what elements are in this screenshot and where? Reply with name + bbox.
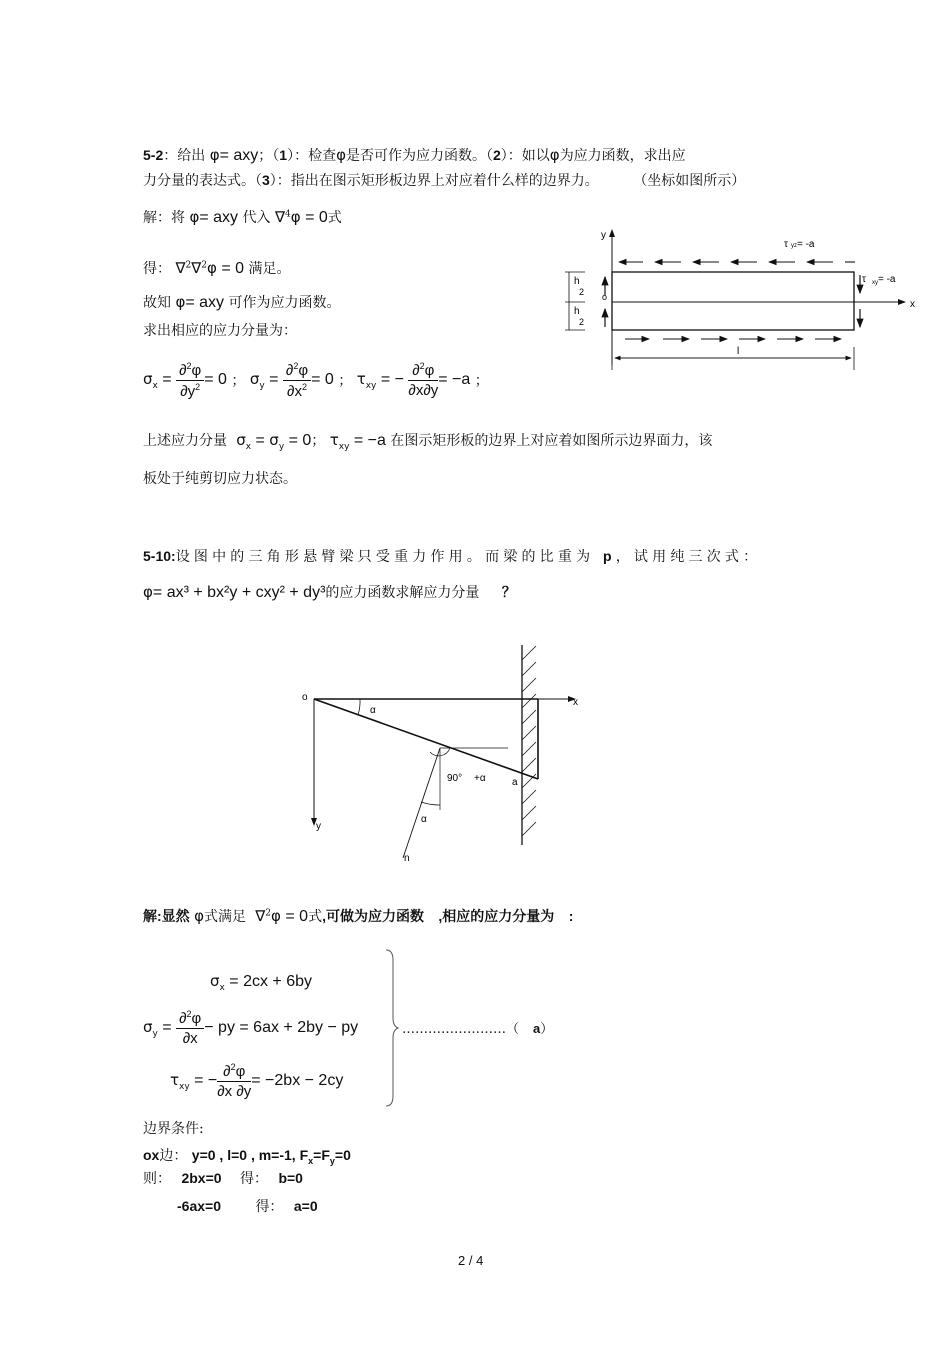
text: ）：指出在图示矩形板边界上对应着什么样的边界力。 — [269, 173, 599, 189]
eq: = 0 — [305, 209, 328, 226]
solution-5-10-intro: 解:显然 φ式满足 ∇$^2$φ = 0式,可做为应力函数 ,相应的应力分量为 : — [143, 907, 574, 925]
bc-ox — [143, 1145, 351, 1166]
equation-tag — [402, 1018, 553, 1037]
nabla-symbol: ∇ — [274, 208, 285, 226]
biharmonic-line: 得： ∇$^2$∇$^2$φ = 0 满足。 — [143, 259, 291, 277]
eq: -6ax=0 — [177, 1198, 221, 1214]
text: 设图中的三角形悬臂梁只受重力作用。而梁的比重为 — [175, 549, 595, 565]
p-symbol: p — [602, 548, 616, 564]
origin-label: o — [602, 292, 608, 302]
origin-label: o — [302, 692, 308, 703]
text: :显然 — [157, 908, 190, 924]
eq: = 0 — [221, 260, 245, 277]
solution-line — [143, 207, 342, 227]
eq: = 0 — [288, 432, 312, 449]
tau-xy-result: = −a — [438, 371, 471, 388]
sub: y — [329, 1155, 335, 1166]
wall-hatching — [522, 646, 536, 836]
tau-xy: $\tau_{xy}$ — [356, 369, 377, 391]
nabla-symbol: ∇ — [191, 259, 202, 277]
problem-5-10-line2 — [143, 582, 516, 602]
x-label: x — [573, 697, 578, 708]
text: y=0 , l=0 , m=-1, F — [191, 1147, 309, 1163]
text: ） — [540, 1022, 554, 1037]
alpha-label-2: α — [421, 814, 427, 825]
bc-title: 边界条件: — [143, 1121, 204, 1137]
text: （坐标如图所示） — [633, 173, 746, 189]
text: 满足。 — [248, 261, 291, 277]
sigma-y-result: = 0 — [311, 371, 334, 388]
problem-5-2-line2 — [143, 170, 745, 190]
text: 得： — [255, 1199, 284, 1215]
text: 解 — [143, 908, 157, 924]
y-label: y — [316, 821, 321, 832]
problem-label: 5-2 — [143, 147, 164, 163]
alpha-label: α — [370, 705, 376, 716]
sup: 4 — [285, 209, 291, 220]
stress-formulas: $\sigma_x$ = $\frac{\partial^2\varphi}{\partial y^2}$ = 0 ； $\sigma_y$ = $\frac{\partial^2\varphi}{\partial x^2}$ = 0 ； $\tau_{xy}$ = − $\frac{\partial^2\varphi}{\partial x\partial y}$ = −a ； — [143, 360, 489, 400]
text: ,可做为应力函数 — [322, 908, 424, 924]
alpha-arc — [358, 699, 360, 715]
dots: ……………………（ — [402, 1022, 520, 1037]
text: ox — [143, 1147, 160, 1163]
sigma-x-result: = 0 — [204, 371, 227, 388]
eq: = −2bx − 2cy — [251, 1072, 344, 1089]
eq: b=0 — [278, 1170, 303, 1186]
beam-bottom — [314, 699, 538, 779]
phi-symbol: φ — [290, 208, 301, 226]
two-label: 2 — [579, 317, 585, 327]
text: 得： — [143, 261, 171, 277]
problem-label: 5-10: — [143, 548, 176, 564]
eq: = 2cx + 6by — [229, 973, 313, 990]
sigma-y-eq: $\sigma_y$ = $\frac{\partial^2\varphi}{\partial x}$ − py = 6ax + 2by − py — [143, 1009, 359, 1047]
phi-symbol: φ — [175, 293, 186, 311]
fraction-d2phi-dx2: $\frac{\partial^2\varphi}{\partial x^2}$ — [283, 361, 311, 400]
bc-eq1 — [143, 1168, 303, 1188]
bc-eq2 — [177, 1196, 318, 1216]
brace — [384, 948, 400, 1108]
y-label: y — [601, 230, 606, 241]
description-line2: 板处于纯剪切应力状态。 — [143, 471, 297, 487]
text: 式 — [308, 909, 323, 925]
text: ：给出 — [163, 148, 206, 164]
text: 可作为应力函数。 — [228, 295, 341, 311]
tau-yz-label: τyz= -a — [784, 239, 815, 250]
text: 则： — [143, 1171, 171, 1187]
text: 是否可作为应力函数。（ — [345, 148, 493, 164]
plus-alpha-label: +α — [474, 773, 486, 784]
alpha-arc-2 — [421, 802, 440, 805]
text: 式满足 — [204, 909, 247, 925]
text: ）：如以 — [500, 148, 550, 164]
sigma-y: $\sigma_y$ — [249, 369, 265, 391]
num: 2 — [492, 147, 501, 163]
text: 得： — [240, 1171, 268, 1187]
find-line: 求出相应的应力分量为： — [143, 323, 297, 339]
nabla-symbol: ∇ — [175, 259, 186, 277]
text: 解：将 — [143, 210, 185, 226]
text: 在图示矩形板的边界上对应着如图所示边界面力，该 — [390, 433, 713, 449]
fraction: $\frac{\partial^2\varphi}{\partial x \partial y}$ — [217, 1062, 252, 1100]
phi-symbol: φ — [189, 208, 200, 226]
eq: = −a — [353, 432, 386, 449]
length-dimension — [612, 347, 854, 370]
h-label: h — [574, 306, 580, 317]
rect-plate-figure — [555, 225, 925, 375]
text: 的应力函数求解应力分量 — [325, 585, 480, 601]
normal-line — [403, 748, 440, 858]
num: 3 — [262, 172, 270, 188]
phi-symbol: φ — [549, 146, 560, 164]
phi-symbol: φ — [194, 907, 205, 925]
text: 力分量的表达式。（ — [143, 173, 262, 189]
conclusion-line — [143, 292, 341, 312]
eq: a=0 — [293, 1198, 318, 1214]
eq: = axy — [185, 294, 225, 311]
text: 式 — [327, 210, 342, 226]
tau-xy-eq: $\tau_{xy}$ = − $\frac{\partial^2\varphi}{\partial x \partial y}$ = −2bx − 2cy — [170, 1062, 344, 1100]
text: ）：检查 — [287, 148, 337, 164]
text: 代入 — [242, 210, 271, 226]
eq: − py = 6ax + 2by − py — [204, 1019, 359, 1036]
fraction-d2phi-dy2: $\frac{\partial^2\varphi}{\partial y^2}$ — [176, 361, 204, 400]
fraction-d2phi-dxdy: $\frac{\partial^2\varphi}{\partial x\partial y}$ — [408, 361, 439, 399]
text: ，试用纯三次式： — [615, 549, 762, 565]
text: 为应力函数，求出应 — [559, 148, 686, 164]
sigma-x: $\sigma_x$ — [143, 369, 158, 391]
eq: = 0 — [285, 908, 309, 925]
tau-xy-label: τ $_{xy}$= -a — [862, 274, 896, 286]
stress-function: = axy — [219, 147, 259, 164]
text: 上述应力分量 — [143, 433, 227, 449]
phi-symbol: φ — [143, 583, 153, 601]
phi-symbol: φ — [209, 146, 220, 164]
text: : — [568, 908, 574, 924]
eq: = axy — [199, 209, 239, 226]
description-line1: 上述应力分量 $\sigma_x = \sigma_y = 0$； $\tau_{xy} = -a$ 在图示矩形板的边界上对应着如图所示边界面力，该 — [143, 431, 713, 452]
polynomial: = ax³ + bx²y + cxy² + dy³ — [152, 584, 326, 601]
text: 边： — [159, 1148, 188, 1164]
text: =F — [313, 1147, 330, 1163]
eq: 2bx=0 — [181, 1170, 222, 1186]
sub: x — [308, 1155, 314, 1166]
fraction: $\frac{\partial^2\varphi}{\partial x}$ — [176, 1009, 204, 1047]
n-label: n — [404, 853, 410, 864]
sigma-x-eq: $\sigma_x = 2cx + 6by$ — [210, 972, 313, 993]
problem-5-2-line1 — [143, 145, 686, 165]
text: =0 — [334, 1147, 351, 1163]
two-label: 2 — [579, 287, 585, 297]
h-label: h — [574, 276, 580, 287]
text: 故知 — [143, 295, 171, 311]
num: 1 — [279, 147, 288, 163]
cantilever-figure — [290, 640, 600, 865]
text: ,相应的应力分量为 — [438, 908, 555, 924]
question-mark: ？ — [501, 584, 516, 600]
angle-label: 90° — [447, 773, 463, 784]
phi-symbol: φ — [207, 259, 217, 277]
page-number: 2 / 4 — [458, 1253, 484, 1268]
tag: a — [533, 1021, 541, 1036]
l-label: l — [737, 346, 740, 357]
plate — [612, 272, 854, 330]
phi-symbol: φ — [271, 907, 281, 925]
x-label: x — [910, 299, 915, 310]
problem-5-10-line1 — [143, 546, 761, 566]
text: ；（ — [258, 148, 280, 164]
phi-symbol: φ — [336, 146, 346, 164]
a-label: a — [512, 777, 518, 788]
